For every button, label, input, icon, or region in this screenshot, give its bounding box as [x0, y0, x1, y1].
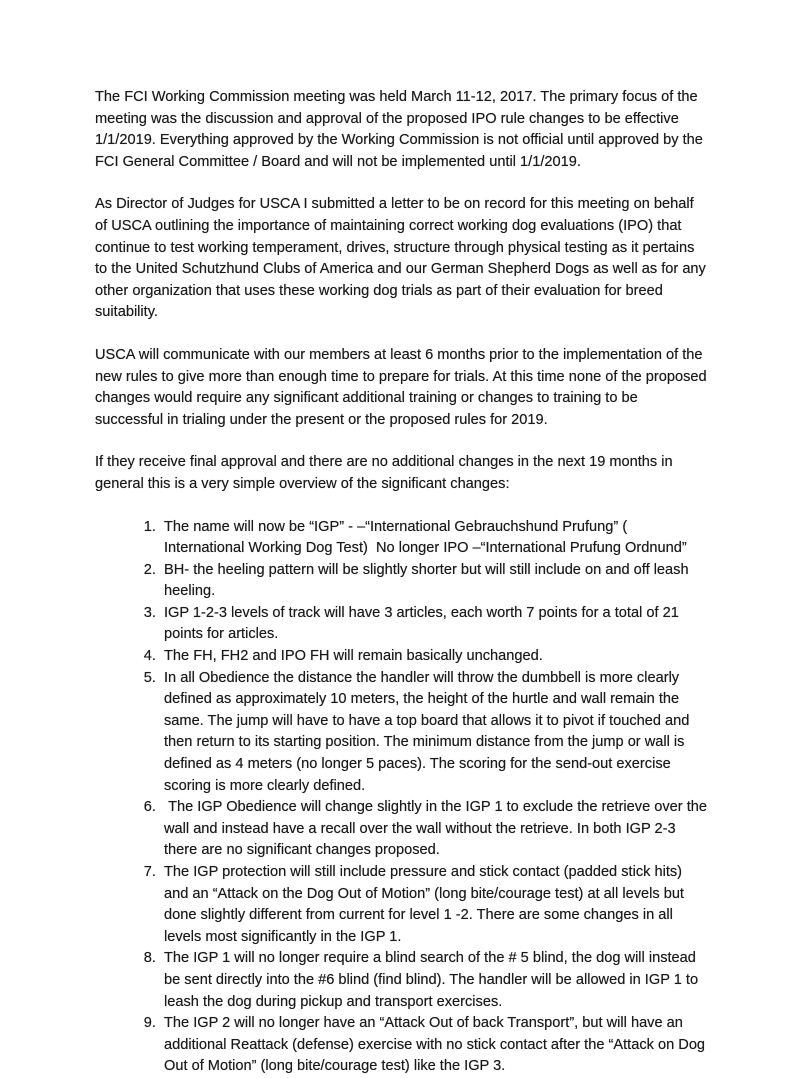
significant-changes-list	[95, 517, 712, 1078]
list-item: 5. In all Obedience the distance the handler will throw the dumbbell is more clearly defined as approximately 10 meters, the height of the hurtle and wall remain the same. The jump will have to have a top board that allows it to pivot if touched and then return to its starting position. The minimum distance from the jump or wall is defined as 4 meters (no longer 5 paces). The scoring for the send-out exercise scoring is more clearly defined.	[160, 668, 708, 798]
paragraph-usca-communication: USCA will communicate with our members at least 6 months prior to the implementation of the new rules to give more than enough time to prepare for trials. At this time none of the proposed changes would require any significant additional training or changes to training to be successful in trialing under the present or the proposed rules for 2019.	[95, 346, 711, 428]
paragraph-changes-intro: If they receive final approval and there are no additional changes in the next 19 months in general this is a very simple overview of the significant changes:	[95, 454, 677, 492]
list-item: 8. The IGP 1 will no longer require a blind search of the # 5 blind, the dog will instead be sent directly into the #6 blind (find blind). The handler will be allowed in IGP 1 to leash the dog during pickup and transport exercises.	[160, 948, 708, 1013]
list-item: 2. BH- the heeling pattern will be slightly shorter but will still include on and off leash heeling.	[160, 560, 708, 603]
paragraph-meeting-overview: The FCI Working Commission meeting was held March 11-12, 2017. The primary focus of the meeting was the discussion and approval of the proposed IPO rule changes to be effective 1/1/2019. Everything approved by the Working Commission is not official until approved by the FCI General Committee / Board and will not be implemented until 1/1/2019.	[95, 89, 707, 170]
list-item: 9. The IGP 2 will no longer have an “Attack Out of back Transport”, but will have an additional Reattack (defense) exercise with no stick contact after the “Attack on Dog Out of Motion” (long bite/courage test) like the IGP 3.	[160, 1013, 708, 1078]
document-page	[95, 87, 712, 1078]
list-item: 1. The name will now be “IGP” - –“International Gebrauchshund Prufung” ( International Working Dog Test) No longer IPO –“International Prufung Ordnund”	[160, 517, 708, 560]
paragraph-director-letter: As Director of Judges for USCA I submitted a letter to be on record for this meeting on behalf of USCA outlining the importance of maintaining correct working dog evaluations (IPO) that continue to test working temperament, drives, structure through physical testing as it pertains to the United Schutzhund Clubs of America and our German Shepherd Dogs as well as for any other organization that uses these working dog trials as part of their evaluation for breed suitability.	[95, 196, 710, 321]
list-item: 3. IGP 1-2-3 levels of track will have 3 articles, each worth 7 points for a total of 21 points for articles.	[160, 603, 708, 646]
list-item: 6. The IGP Obedience will change slightly in the IGP 1 to exclude the retrieve over the wall and instead have a recall over the wall without the retrieve. In both IGP 2-3 there are no significant changes proposed.	[160, 797, 708, 862]
list-item: 4. The FH, FH2 and IPO FH will remain basically unchanged.	[160, 646, 708, 668]
list-item: 7. The IGP protection will still include pressure and stick contact (padded stick hits) and an “Attack on the Dog Out of Motion” (long bite/courage test) at all levels but done slightly different from current for level 1 -2. There are some changes in all levels most significantly in the IGP 1.	[160, 862, 708, 948]
